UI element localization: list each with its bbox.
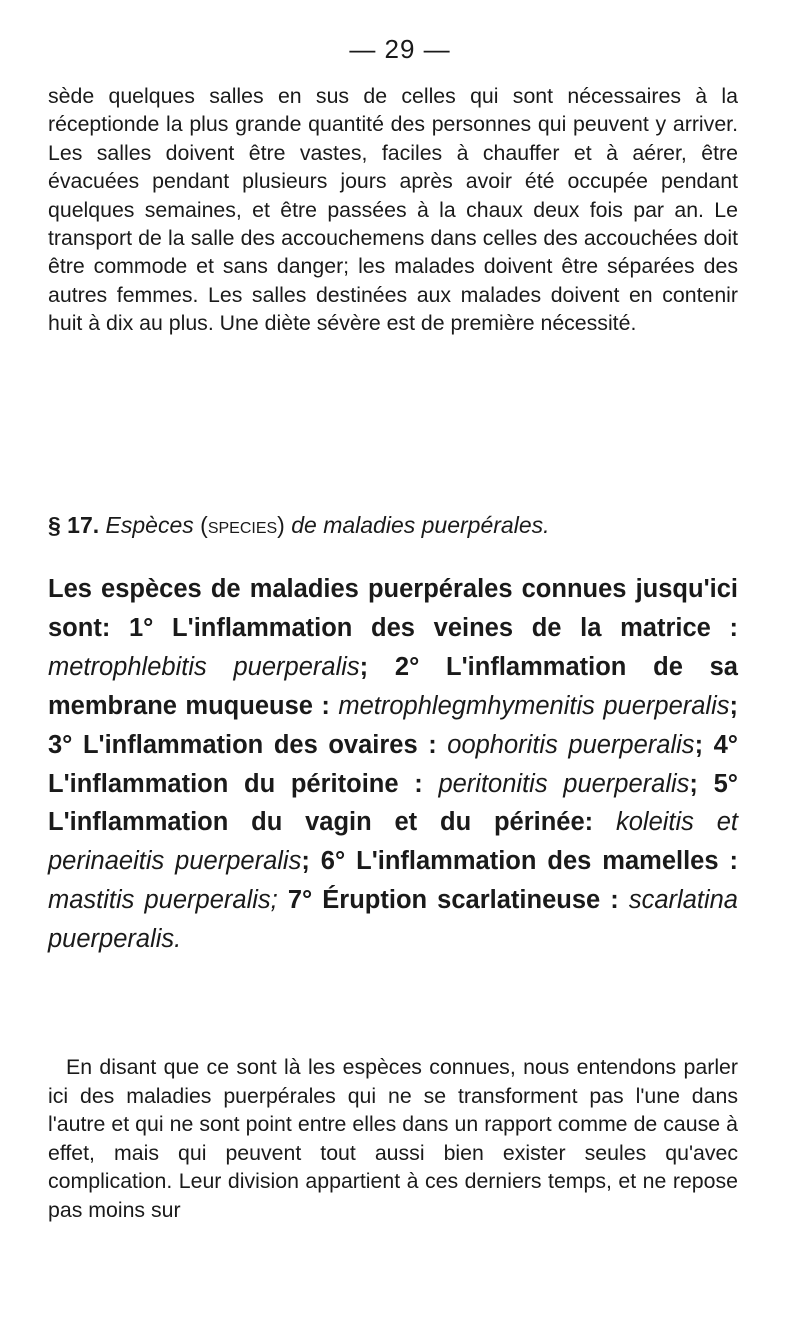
species-intro: Les espèces de maladies puerpérales connues jusqu'ici sont: 1° L'inflammation des veines de la matrice : bbox=[48, 575, 738, 642]
section-heading bbox=[48, 512, 738, 539]
term-metrophlegmhymenitis: metrophlegmhymenitis puerperalis bbox=[338, 691, 730, 720]
species-5: ; 5° L'inflammation du vagin et du périnée: bbox=[48, 769, 738, 837]
species-3: ; 3° L'inflammation des ovaires : bbox=[48, 691, 739, 759]
paragraph3-text: En disant que ce sont là les espèces connues, nous entendons parler ici des maladies puerpérales qui ne se transforment pas l'une dans l'autre et qui ne sont point entre elles dans un rapport comme de cause à effet, mais qui peuvent tout aussi bien exister seules qu'avec complication. Leur division appartient à ces derniers temps, et ne repose pas moins sur bbox=[48, 1055, 738, 1222]
term-koleitis: koleitis et perinaeitis puerperalis bbox=[48, 808, 738, 876]
term-mastitis: mastitis puerperalis; bbox=[48, 886, 278, 915]
species-6: ; 6° L'inflammation des mamelles : bbox=[301, 847, 738, 876]
term-metrophlebitis: metrophlebitis puerperalis bbox=[48, 652, 360, 681]
species-4: ; 4° L'inflammation du péritoine : bbox=[48, 730, 738, 798]
term-peritonitis: peritonitis puerperalis bbox=[438, 769, 690, 798]
term-scarlatina: scarlatina puerperalis. bbox=[48, 886, 738, 954]
section-number: § 17. bbox=[48, 512, 100, 538]
page-number: — 29 — bbox=[349, 34, 451, 64]
section-species: (species) bbox=[200, 512, 285, 538]
paragraph-species-list bbox=[48, 570, 738, 959]
species-7: 7° Éruption scarlatineuse : bbox=[277, 886, 619, 915]
species-2: ; 2° L'inflammation de sa membrane muqueuse : bbox=[48, 652, 738, 720]
term-oophoritis: oophoritis puerperalis bbox=[447, 730, 695, 759]
section-title-rest: de maladies puerpérales. bbox=[291, 512, 550, 538]
paragraph-hospital-rooms: sède quelques salles en sus de celles qui sont nécessaires à la réceptionde la plus grande quantité des personnes qui peuvent y arriver. Les salles doivent être vastes, faciles à chauffer et à aérer, être évacuées pendant plusieurs jours après avoir été occupée pendant quelques semaines, et être passées à la chaux deux fois par an. Le transport de la salle des accouchemens dans celles des accouchées doit être commode et sans danger; les malades doivent être séparées des autres femmes. Les salles destinées aux malades doivent en contenir huit à dix au plus. Une diète sévère est de première nécessité. bbox=[48, 84, 738, 336]
paragraph-known-species bbox=[48, 1053, 738, 1225]
section-title: Espèces bbox=[105, 512, 194, 538]
